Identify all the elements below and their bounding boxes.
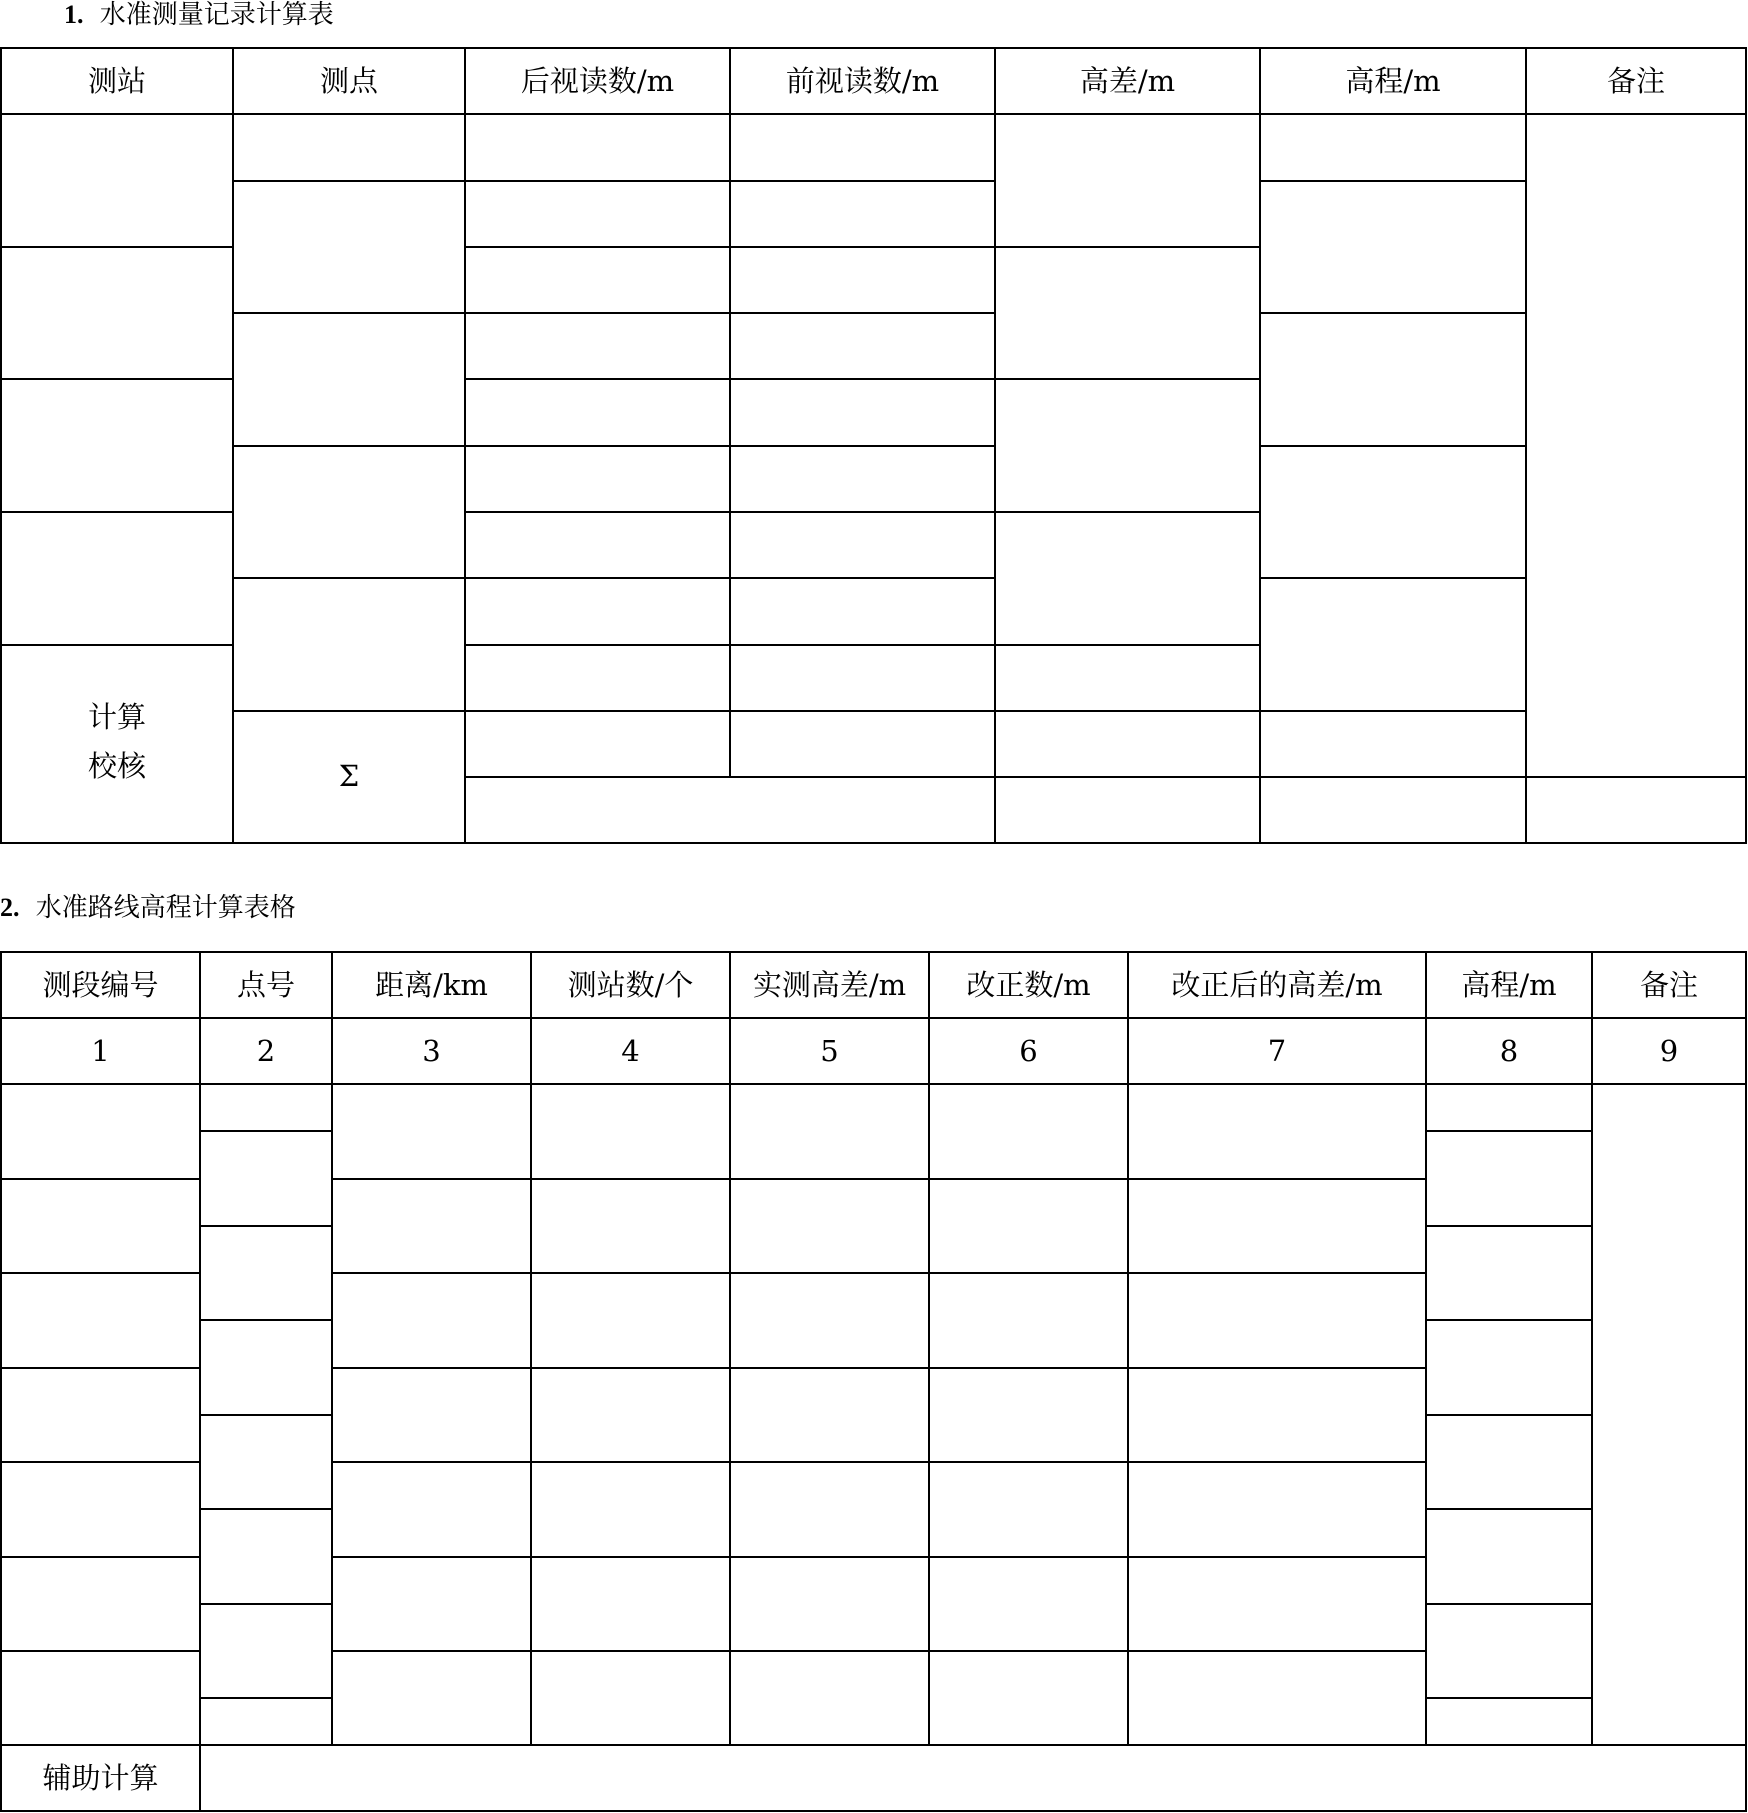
t1-header-remarks: 备注 [1606,64,1665,98]
table1-number: 1. [64,0,84,29]
t2-header-remarks: 备注 [1639,968,1698,1002]
t2-header-corrected-diff: 改正后的高差/m [1171,968,1383,1002]
t2-header-point-no: 点号 [236,968,295,1002]
t2-colnum-3: 3 [422,1034,441,1068]
t1-check-label-line1: 计算 [87,700,146,734]
t2-aux-calc-label: 辅助计算 [42,1761,159,1795]
t2-colnum-5: 5 [820,1034,839,1068]
t2-header-segment-no: 测段编号 [42,968,159,1002]
table1-title-text: 水准测量记录计算表 [99,0,334,30]
t2-colnum-2: 2 [256,1034,276,1068]
t1-header-backsight: 后视读数/m [520,64,675,98]
t2-colnum-1: 1 [91,1034,110,1068]
t2-colnum-4: 4 [621,1034,640,1068]
table2-number: 2. [0,893,20,922]
t2-header-correction: 改正数/m [966,968,1091,1002]
t2-colnum-9: 9 [1659,1034,1679,1068]
t1-header-height-diff: 高差/m [1079,64,1176,98]
t1-sigma-symbol: Σ [338,759,360,793]
t1-header-station: 测站 [87,64,146,98]
t2-header-stations: 测站数/个 [567,968,694,1002]
t1-header-foresight: 前视读数/m [785,64,940,98]
t2-colnum-6: 6 [1019,1034,1038,1068]
t1-header-elevation: 高程/m [1345,64,1441,98]
t2-header-distance: 距离/km [375,968,488,1002]
t2-colnum-7: 7 [1267,1034,1287,1068]
t2-header-measured-diff: 实测高差/m [752,968,907,1002]
t2-header-elevation: 高程/m [1461,968,1557,1002]
t2-colnum-8: 8 [1499,1034,1519,1068]
t1-header-point: 测点 [319,64,378,98]
table2-title-text: 水准路线高程计算表格 [35,893,296,923]
t1-check-label-line2: 校核 [87,749,146,783]
